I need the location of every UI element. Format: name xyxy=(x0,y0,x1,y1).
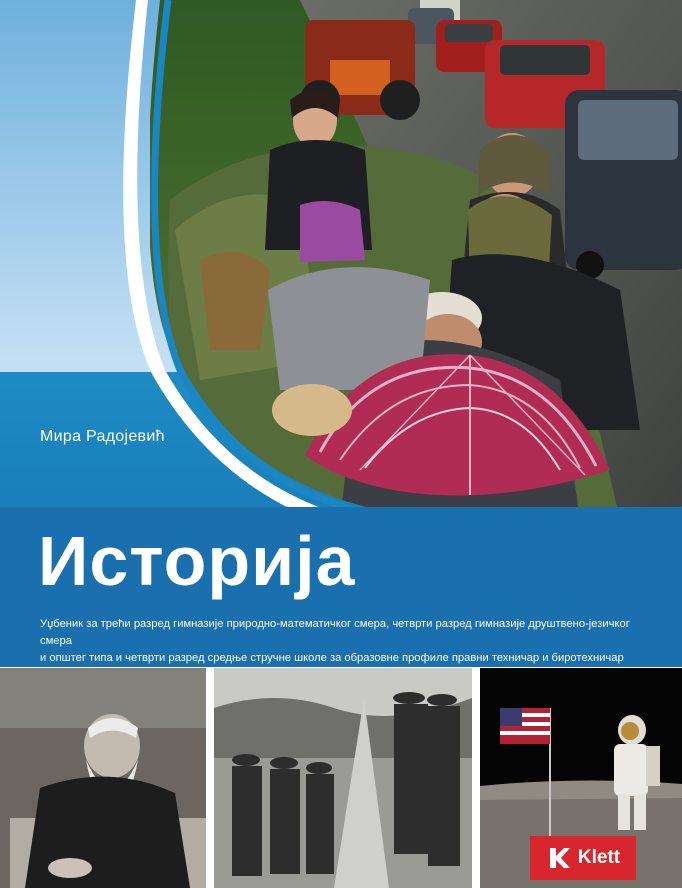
book-subtitle xyxy=(40,616,660,667)
book-title: Историја xyxy=(38,522,356,600)
klett-mark-icon xyxy=(546,844,572,872)
author-name: Мира Радојевић xyxy=(40,428,165,445)
photo-bearded-man xyxy=(0,668,206,888)
photo-soldiers xyxy=(214,668,472,888)
publisher-name: Klett xyxy=(577,847,621,868)
subtitle-line-1: Уџбеник за трећи разред гимназије природно-математичког смера, четврти разред гимназије друштвено-језичког смера xyxy=(40,618,630,647)
publisher-logo xyxy=(530,836,636,880)
subtitle-line-2: и општег типа и четврти разред средње стручне школе за образовне профиле правни техничар и биротехничар xyxy=(40,652,624,664)
